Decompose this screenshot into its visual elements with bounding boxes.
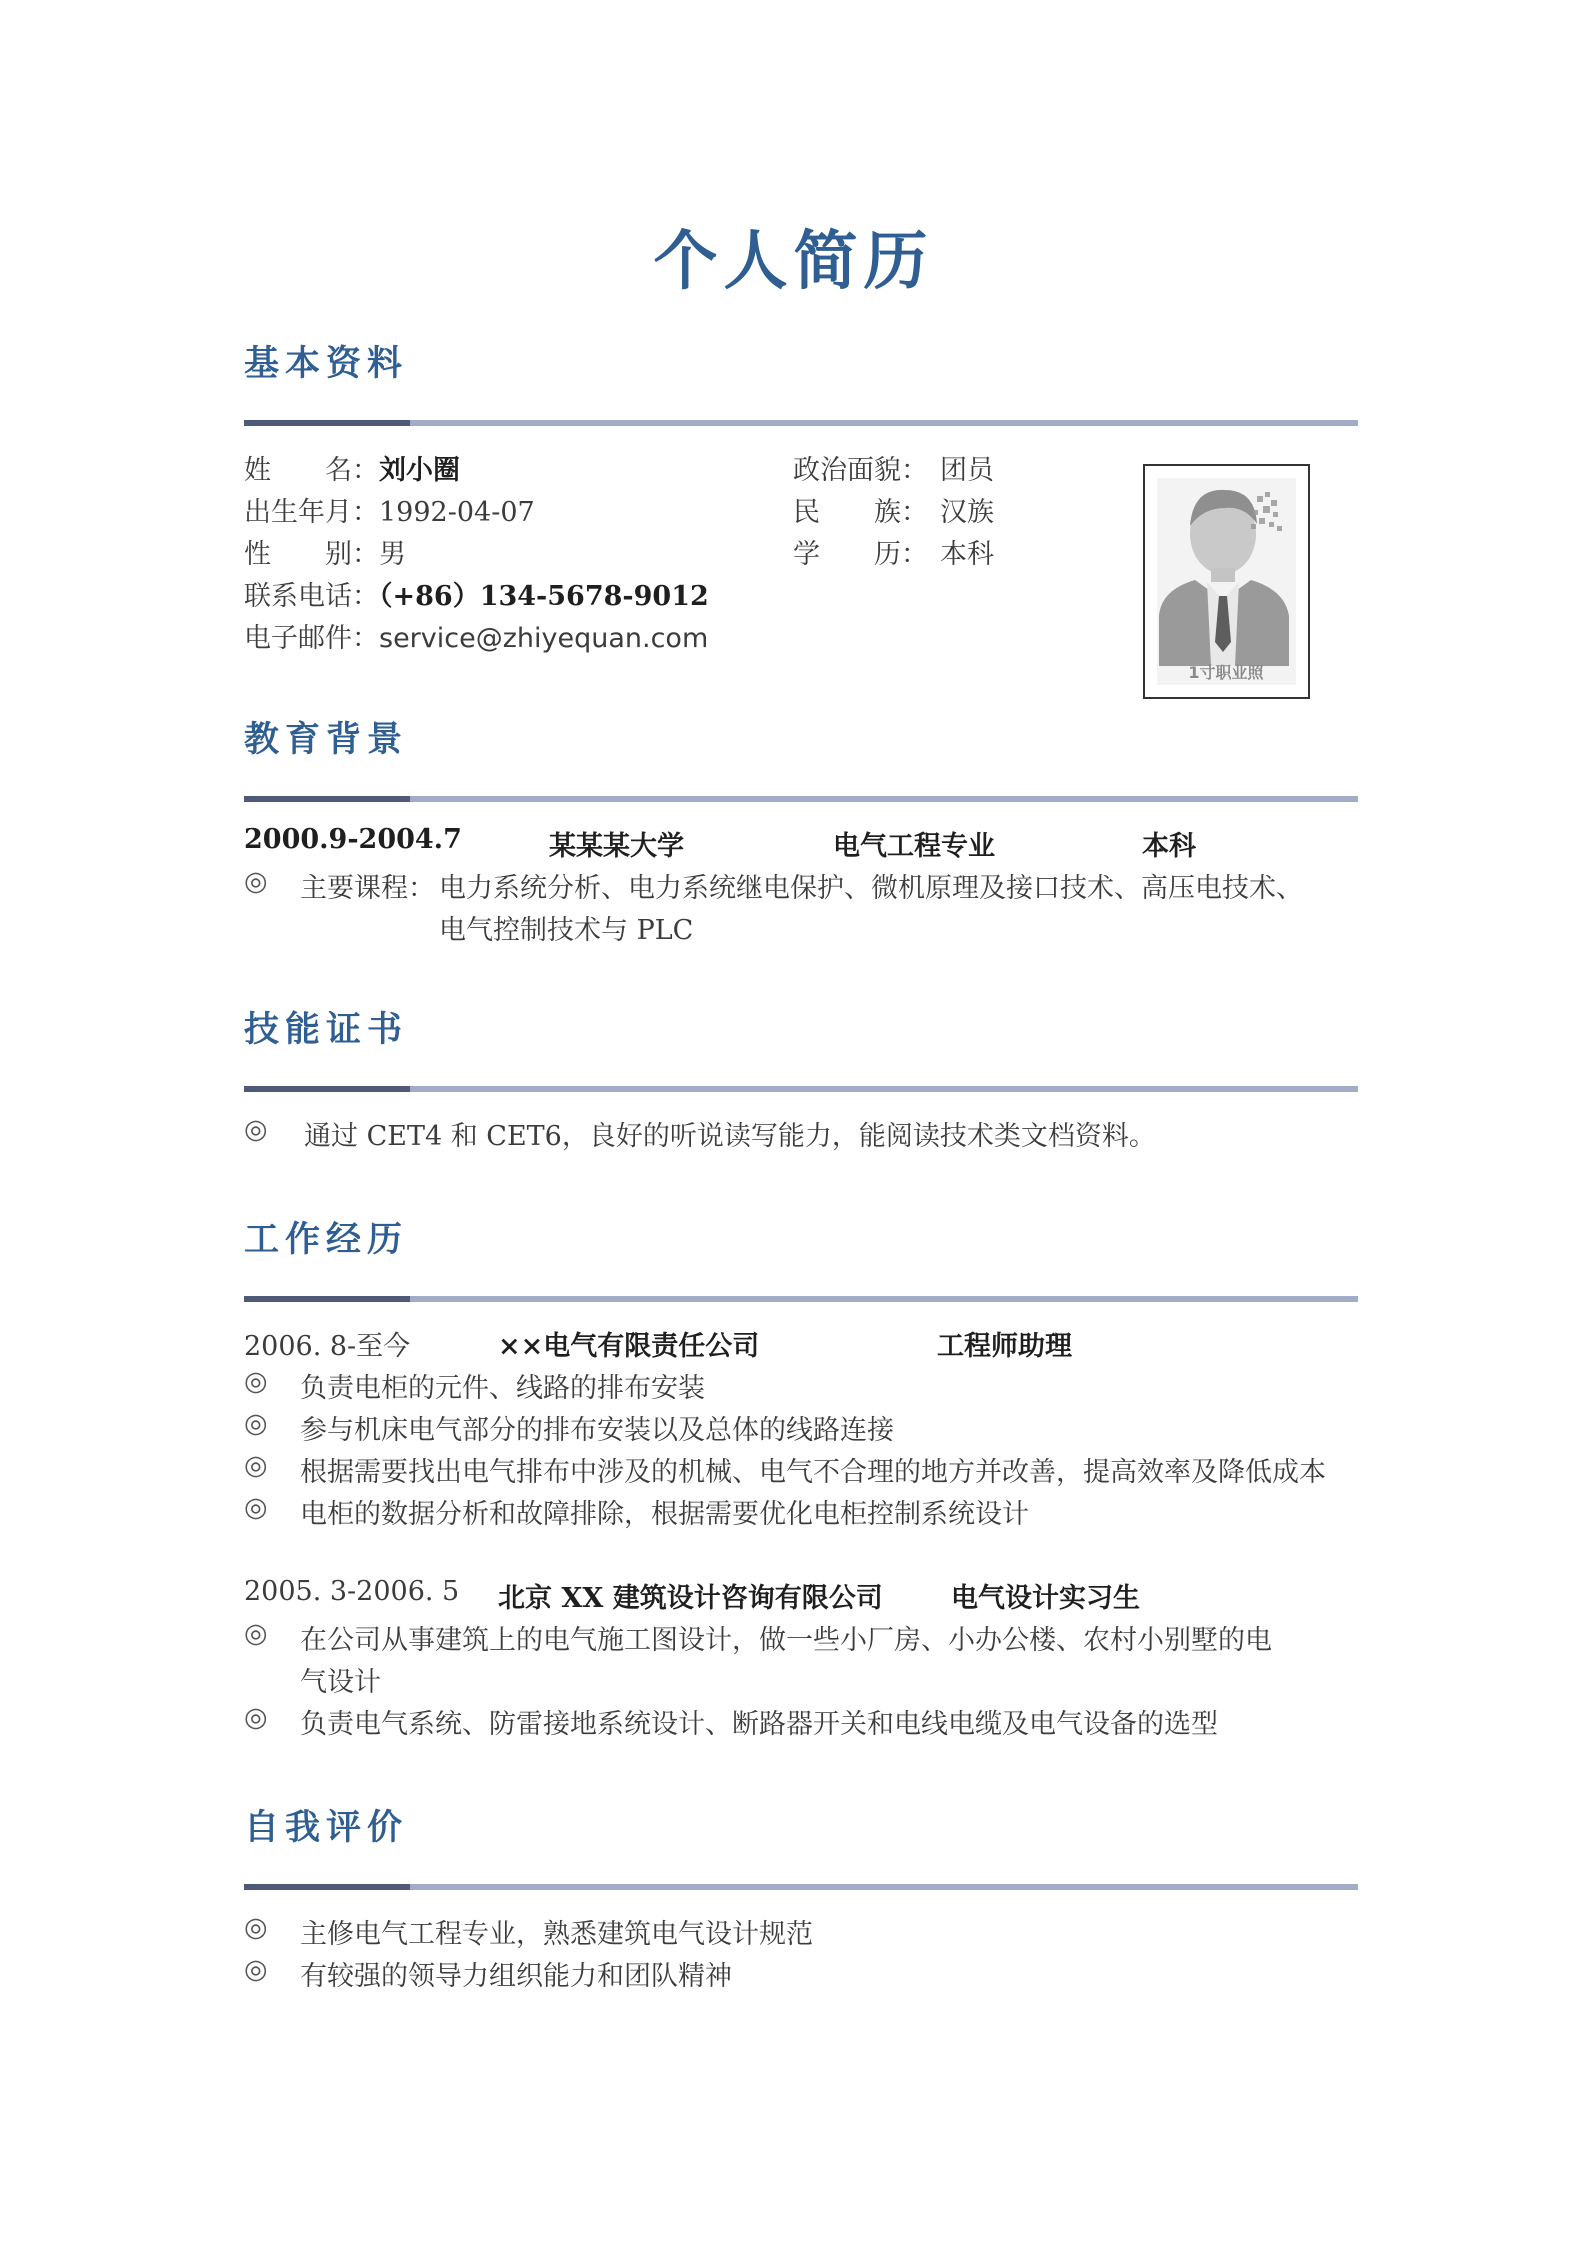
- email-row: [244, 616, 708, 655]
- birth-row: [244, 490, 535, 529]
- self-item-1: 主修电气工程专业，熟悉建筑电气设计规范: [300, 1919, 813, 1950]
- edu-courses-line1: 电力系统分析、电力系统继电保护、微机原理及接口技术、高压电技术、: [439, 873, 1303, 904]
- job2-item-1-cont: 气设计: [300, 1667, 381, 1698]
- bullet-icon: ◎: [244, 1912, 268, 1943]
- ethnic-value: 汉族: [940, 497, 994, 528]
- phone-row: [244, 574, 709, 613]
- email-label: 电子邮件：: [244, 623, 379, 654]
- gender-row: [244, 532, 406, 571]
- job2-position: 电气设计实习生: [951, 1583, 1140, 1614]
- bullet-icon: ◎: [244, 1114, 268, 1145]
- job2-period: 2005. 3-2006. 5: [244, 1576, 460, 1607]
- gender-label: 性 别：: [244, 539, 379, 570]
- edu-major: 电气工程专业: [833, 831, 995, 862]
- section-rule-self: [244, 1884, 1358, 1890]
- gender-value: 男: [379, 539, 406, 570]
- self-item-2: 有较强的领导力组织能力和团队精神: [300, 1961, 732, 1992]
- job1-period: 2006. 8-至今: [244, 1331, 411, 1362]
- avatar-placeholder-icon: [1145, 466, 1308, 697]
- ethnic-row: [793, 490, 994, 529]
- section-title-self: 自我评价: [244, 1807, 409, 1848]
- job1-position: 工程师助理: [937, 1331, 1072, 1362]
- job1-item-3: 根据需要找出电气排布中涉及的机械、电气不合理的地方并改善，提高效率及降低成本: [300, 1457, 1326, 1488]
- section-title-work: 工作经历: [244, 1219, 409, 1260]
- job2-item-1: 在公司从事建筑上的电气施工图设计，做一些小厂房、小办公楼、农村小别墅的电: [300, 1625, 1272, 1656]
- phone-value: （+86）134-5678-9012: [379, 581, 709, 612]
- section-rule-work: [244, 1296, 1358, 1302]
- job1-company: ××电气有限责任公司: [498, 1331, 760, 1362]
- edu-courses-line2: 电气控制技术与 PLC: [439, 915, 694, 946]
- profile-photo: [1143, 464, 1310, 699]
- resume-title: 个人简历: [653, 224, 934, 299]
- degree-label: 学 历：: [793, 539, 928, 570]
- bullet-icon: ◎: [244, 1954, 268, 1985]
- section-title-education: 教育背景: [244, 719, 409, 760]
- section-rule-education: [244, 796, 1358, 802]
- edu-courses-label: 主要课程：: [300, 873, 435, 904]
- degree-row: [793, 532, 994, 571]
- birth-label: 出生年月：: [244, 497, 379, 528]
- section-rule-basic: [244, 420, 1358, 426]
- politics-row: [793, 448, 994, 487]
- edu-school: 某某某大学: [549, 831, 684, 862]
- section-rule-skills: [244, 1086, 1358, 1092]
- job2-item-2: 负责电气系统、防雷接地系统设计、断路器开关和电线电缆及电气设备的选型: [300, 1709, 1218, 1740]
- edu-level: 本科: [1142, 831, 1196, 862]
- politics-value: 团员: [940, 455, 994, 486]
- bullet-icon: ◎: [244, 1492, 268, 1523]
- phone-label: 联系电话：: [244, 581, 379, 612]
- job1-item-2: 参与机床电气部分的排布安装以及总体的线路连接: [300, 1415, 894, 1446]
- bullet-icon: ◎: [244, 1408, 268, 1439]
- name-row: [244, 448, 460, 487]
- job2-company: 北京 XX 建筑设计咨询有限公司: [498, 1583, 883, 1614]
- bullet-icon: ◎: [244, 1702, 268, 1733]
- photo-caption: 1寸职业照: [1188, 663, 1264, 682]
- ethnic-label: 民 族：: [793, 497, 928, 528]
- name-value: 刘小圈: [379, 455, 460, 486]
- politics-label: 政治面貌：: [793, 455, 928, 486]
- bullet-icon: ◎: [244, 1618, 268, 1649]
- birth-value: 1992-04-07: [379, 497, 535, 528]
- job1-item-1: 负责电柜的元件、线路的排布安装: [300, 1373, 705, 1404]
- section-title-basic: 基本资料: [244, 343, 409, 384]
- name-label: 姓 名：: [244, 455, 379, 486]
- skill-item: 通过 CET4 和 CET6，良好的听说读写能力，能阅读技术类文档资料。: [304, 1121, 1156, 1152]
- edu-period: 2000.9-2004.7: [244, 824, 462, 855]
- section-title-skills: 技能证书: [244, 1009, 409, 1050]
- degree-value: 本科: [940, 539, 994, 570]
- bullet-icon: ◎: [244, 866, 268, 897]
- job1-item-4: 电柜的数据分析和故障排除，根据需要优化电柜控制系统设计: [300, 1499, 1029, 1530]
- bullet-icon: ◎: [244, 1366, 268, 1397]
- bullet-icon: ◎: [244, 1450, 268, 1481]
- email-value[interactable]: service@zhiyequan.com: [379, 623, 709, 654]
